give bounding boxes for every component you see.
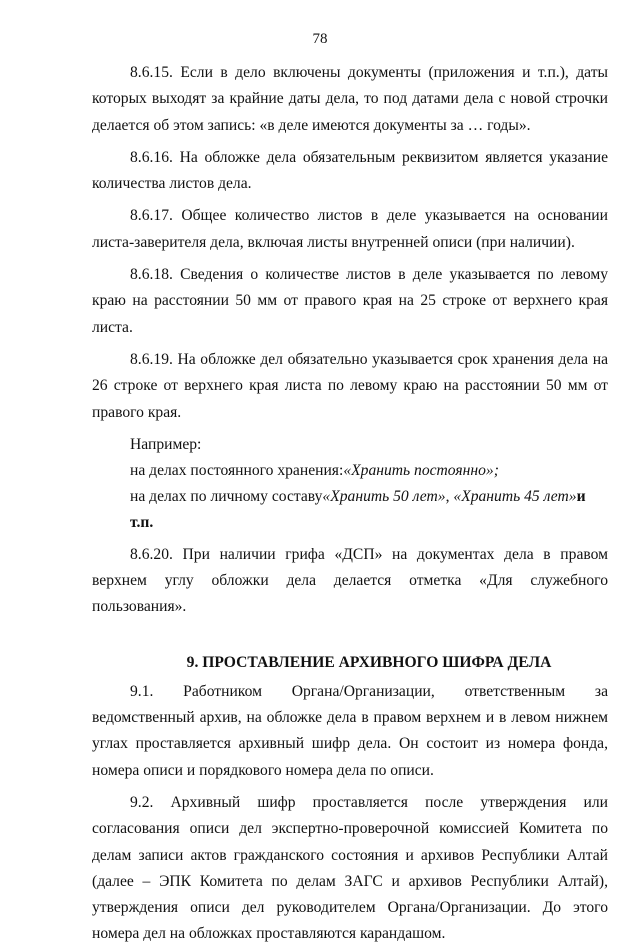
- paragraph-8-6-20: 8.6.20. При наличии грифа «ДСП» на документах дела в правом верхнем углу обложки дела делается отметка «Для служебного пользования».: [92, 545, 608, 616]
- section-9-heading: 9. ПРОСТАВЛЕНИЕ АРХИВНОГО ШИФРА ДЕЛА: [186, 653, 552, 671]
- example-label: Например:: [130, 435, 202, 453]
- example-personnel: [92, 484, 608, 536]
- paragraph-8-6-19: 8.6.19. На обложке дел обязательно указывается срок хранения дела на 26 строке от верхнего края листа по левому краю на расстоянии 50 мм от правого края.: [92, 350, 608, 421]
- paragraph-9-1: 9.1. Работником Органа/Организации, ответственным за ведомственный архив, на обложке дела в правом верхнем и в левом нижнем углах проставляется архивный шифр дела. Он состоит из номера фонда, номера описи и порядкового номера дела по описи.: [92, 682, 608, 779]
- paragraph-8-6-16: 8.6.16. На обложке дела обязательным реквизитом является указание количества листов дела.: [92, 148, 608, 193]
- example-personnel-separator: ,: [445, 487, 454, 505]
- example-personnel-value-2: «Хранить 45 лет»: [453, 487, 577, 505]
- paragraph-8-6-17: 8.6.17. Общее количество листов в деле указывается на основании листа-заверителя дела, включая листы внутренней описи (при наличии).: [92, 207, 608, 251]
- paragraph-8-6-15: 8.6.15. Если в дело включены документы (приложения и т.п.), даты которых выходят за крайние даты дела, то под датами дела с новой строчки делается об этом запись: «в деле имеются документы за … годы».: [92, 64, 608, 134]
- example-personnel-prefix: на делах по личному составу: [130, 487, 323, 505]
- example-permanent-value: «Хранить постоянно»;: [343, 461, 499, 479]
- page-number: 78: [312, 31, 328, 47]
- paragraph-8-6-18: 8.6.18. Сведения о количестве листов в деле указывается по левому краю на расстоянии 50 мм от правого края на 25 строке от верхнего края листа.: [92, 266, 608, 336]
- paragraph-9-2: 9.2. Архивный шифр проставляется после утверждения или согласования описи дел экспертно-проверочной комиссией Комитета по делам записи актов гражданского состояния и архивов Республики Алтай (далее – ЭПК Комитета по делам ЗАГС и архивов Республики Алтай), утверждения описи дел руководителем Органа/Организации. До этого номера дел на обложках проставляются карандашом.: [92, 793, 608, 943]
- example-permanent: [92, 458, 608, 484]
- document-body: [92, 60, 608, 948]
- example-personnel-value-1: «Хранить 50 лет»: [322, 487, 446, 505]
- example-permanent-prefix: на делах постоянного хранения:: [130, 461, 344, 479]
- example-personnel-suffix: и т.п.: [130, 487, 586, 531]
